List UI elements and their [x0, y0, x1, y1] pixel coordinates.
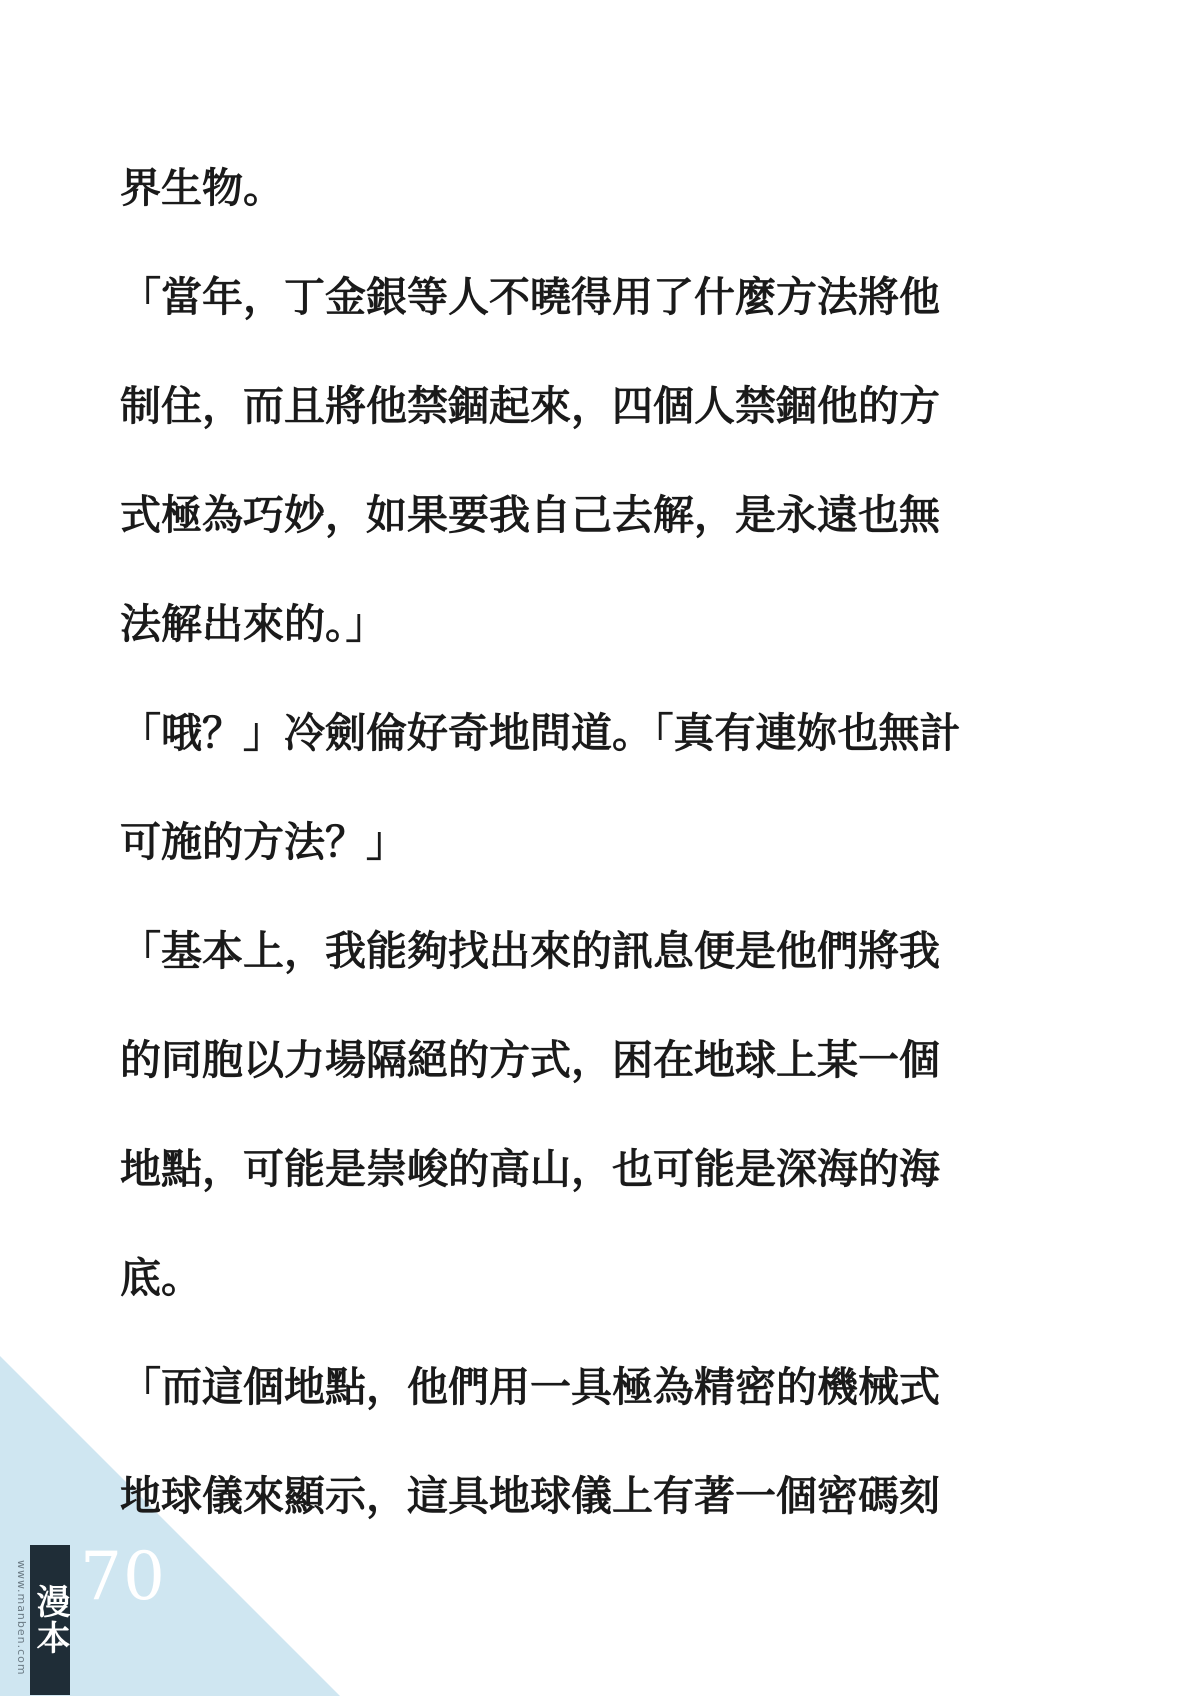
- text-line: 制住，而且將他禁錮起來，四個人禁錮他的方: [120, 382, 940, 430]
- text-line: 地球儀來顯示，這具地球儀上有著一個密碼刻: [120, 1472, 940, 1520]
- text-line: 「而這個地點，他們用一具極為精密的機械式: [120, 1363, 940, 1411]
- watermark-url: www.manben.com: [15, 1560, 28, 1676]
- text-line: 「基本上，我能夠找出來的訊息便是他們將我: [120, 927, 940, 975]
- text-line: 「當年，丁金銀等人不曉得用了什麼方法將他: [120, 273, 940, 321]
- text-line: 地點，可能是崇峻的高山，也可能是深海的海: [120, 1145, 940, 1193]
- text-line: 底。: [120, 1254, 202, 1302]
- text-line: 界生物。: [120, 164, 284, 212]
- text-line: 可施的方法？」: [120, 818, 407, 866]
- page-text: [120, 158, 1100, 1575]
- text-line: 式極為巧妙，如果要我自己去解，是永遠也無: [120, 491, 940, 539]
- text-line: 「哦？」冷劍倫好奇地問道。「真有連妳也無計: [120, 709, 961, 757]
- page-number: 70: [80, 1538, 166, 1615]
- watermark-logo: 漫本: [30, 1545, 70, 1695]
- text-line: 法解出來的。」: [120, 600, 387, 648]
- text-line: 的同胞以力場隔絕的方式，困在地球上某一個: [120, 1036, 940, 1084]
